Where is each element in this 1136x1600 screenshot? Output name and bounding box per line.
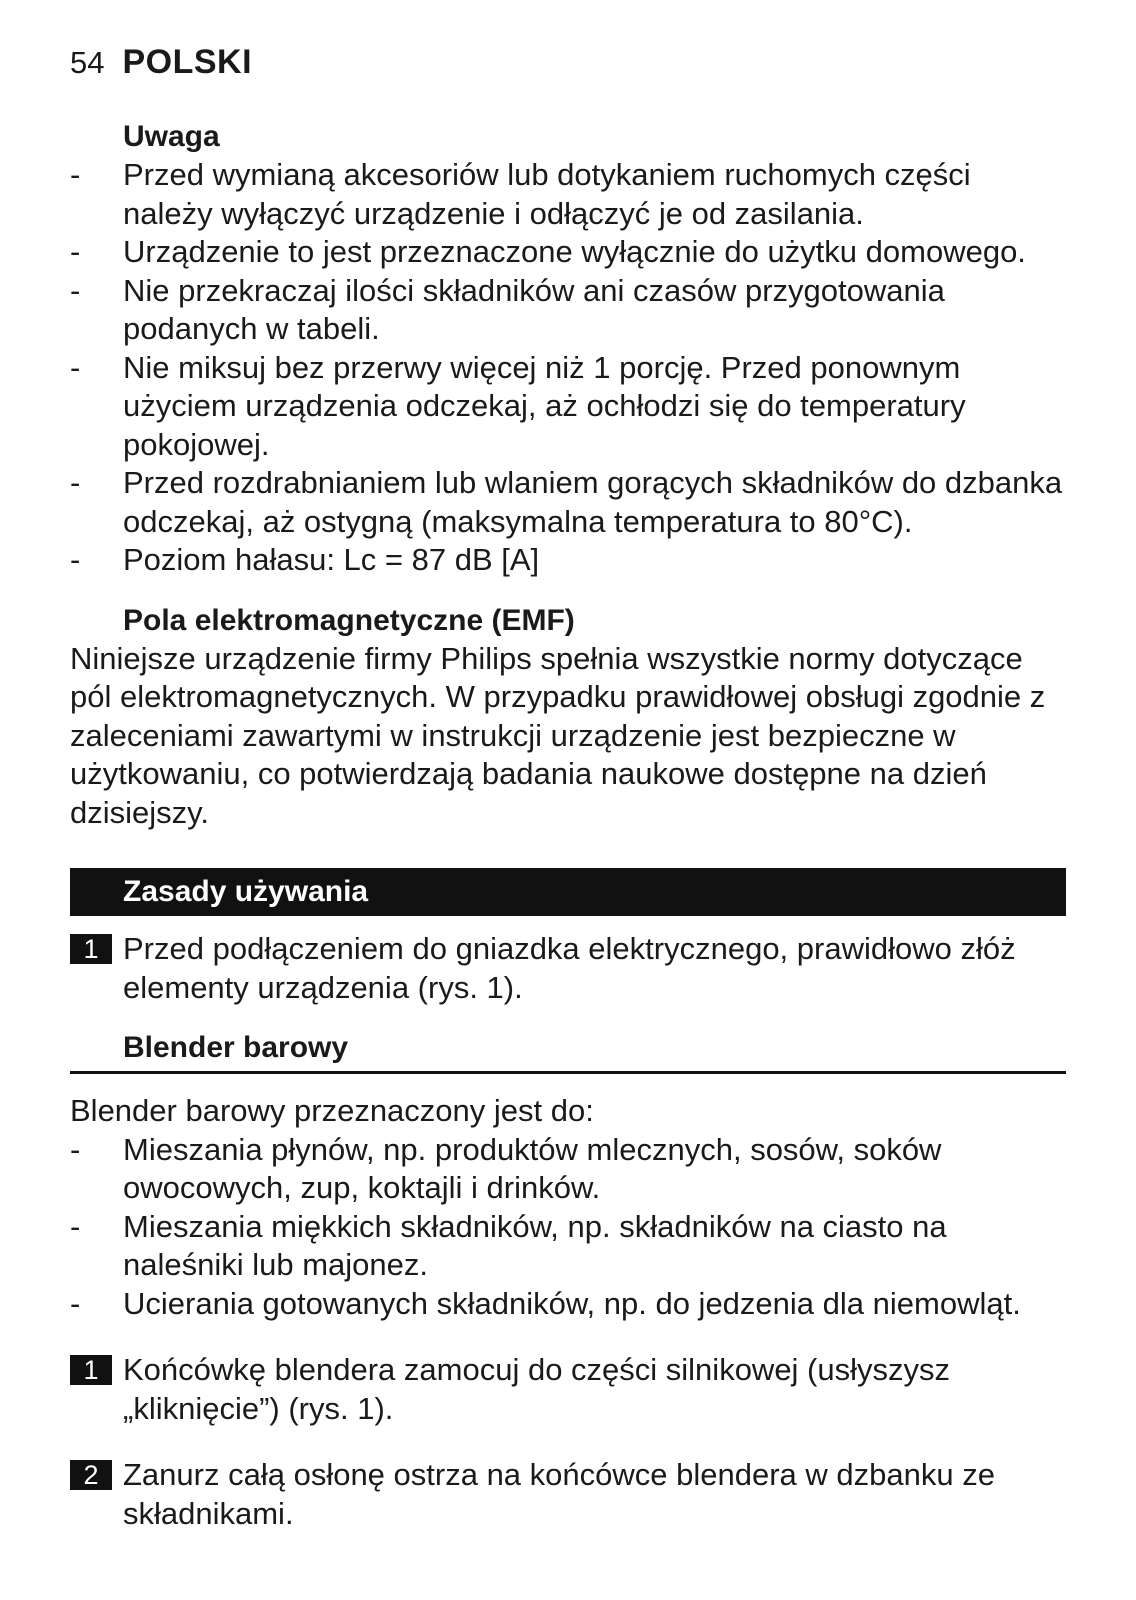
step-item — [70, 1456, 1066, 1533]
step-number: 1 — [70, 934, 112, 964]
list-item: - Przed rozdrabnianiem lub wlaniem gorących składników do dzbanka odczekaj, aż ostygną (maksymalna temperatura to 80°C). — [70, 465, 1063, 539]
list-item: - Mieszania miękkich składników, np. składników na ciasto na naleśniki lub majonez. — [70, 1208, 947, 1282]
list-item: - Poziom hałasu: Lc = 87 dB [A] — [70, 542, 540, 577]
step-text: Zanurz całą osłonę ostrza na końcówce blendera w dzbanku ze składnikami. — [123, 1457, 995, 1531]
uwaga-heading: Uwaga — [123, 120, 220, 153]
list-item: - Ucierania gotowanych składników, np. do jedzenia dla niemowląt. — [70, 1285, 1021, 1321]
step-number: 1 — [70, 1355, 112, 1385]
step-item — [70, 930, 1066, 1007]
step-number: 2 — [70, 1460, 112, 1490]
blender-intro: Blender barowy przeznaczony jest do: — [70, 1093, 594, 1128]
list-item: - Urządzenie to jest przeznaczone wyłącznie do użytku domowego. — [70, 234, 1026, 269]
step-text: Końcówkę blendera zamocuj do części silnikowej (usłyszysz „kliknięcie”) (rys. 1). — [123, 1352, 951, 1426]
emf-paragraph: Niniejsze urządzenie firmy Philips spełnia wszystkie normy dotyczące pól elektromagnetycznych. W przypadku prawidłowej obsługi zgodnie z zaleceniami zawartymi w instrukcji urządzenie jest bezpieczne w użytkowaniu, co potwierdzają badania naukowe dostępne na dzień dzisiejszy. — [70, 640, 1046, 830]
list-item: - Nie miksuj bez przerwy więcej niż 1 porcję. Przed ponownym użyciem urządzenia odczekaj, aż ochłodzi się do temperatury pokojowej. — [70, 349, 966, 462]
list-item: - Nie przekraczaj ilości składników ani czasów przygotowania podanych w tabeli. — [70, 272, 945, 346]
page-content — [70, 118, 1066, 1533]
language-title: POLSKI — [122, 43, 253, 81]
usage-section-header: Zasady używania — [70, 868, 1066, 916]
step-text: Przed podłączeniem do gniazdka elektrycznego, prawidłowo złóż elementy urządzenia (rys. 1). — [123, 931, 1016, 1005]
emf-heading: Pola elektromagnetyczne (EMF) — [123, 603, 575, 637]
page-header — [70, 42, 252, 83]
page-number: 54 — [70, 45, 105, 80]
list-item: - Przed wymianą akcesoriów lub dotykaniem ruchomych części należy wyłączyć urządzenie i odłączyć je od zasilania. — [70, 157, 971, 231]
list-item: - Mieszania płynów, np. produktów mlecznych, sosów, soków owocowych, zup, koktajli i drinków. — [70, 1131, 942, 1205]
blender-heading: Blender barowy — [70, 1029, 1066, 1074]
step-item — [70, 1351, 1066, 1428]
